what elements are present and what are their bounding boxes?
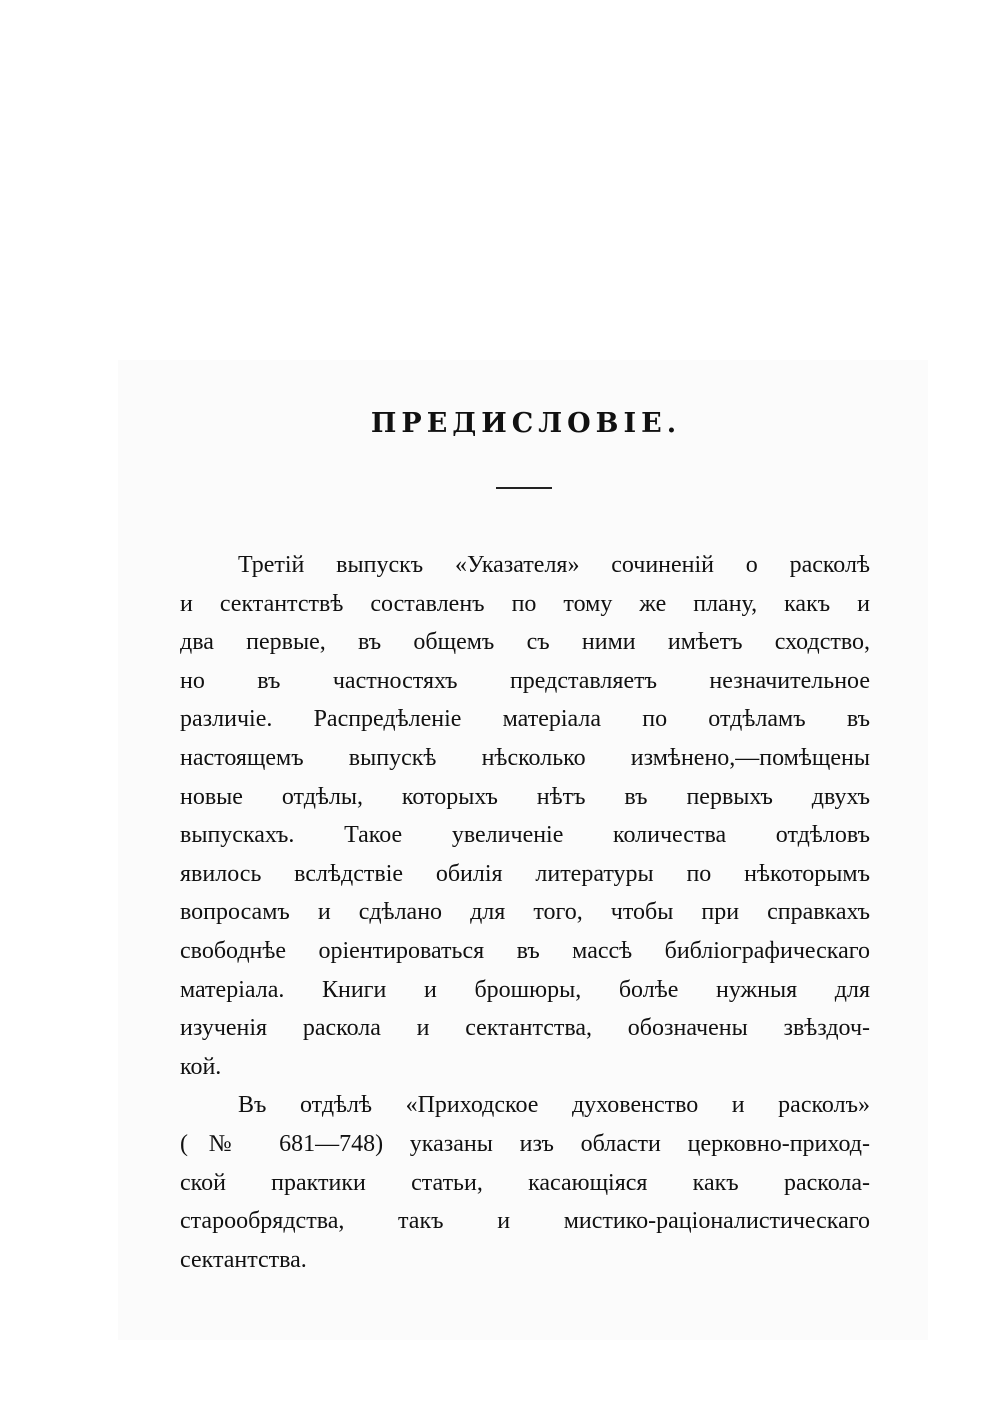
paragraph-2-line: Въ отдѣлѣ «Приходское духовенство и расколъ» [238, 1092, 870, 1119]
paragraph-1-line: изученія раскола и сектантства, обозначены звѣздоч- [180, 1015, 870, 1042]
paragraph-1-line: свободнѣе оріентироваться въ массѣ библіографическаго [180, 937, 870, 964]
paragraph-2-line: (№ 681—748) указаны изъ области церковно-приход- [180, 1130, 870, 1157]
preface-body [180, 546, 870, 1279]
paragraph-1-line: кой. [180, 1053, 222, 1080]
paragraph-1-line: новые отдѣлы, которыхъ нѣтъ въ первыхъ двухъ [180, 783, 870, 810]
paragraph-1-line: явилось вслѣдствіе обилія литературы по нѣкоторымъ [180, 860, 870, 887]
paragraph-1-line: матеріала. Книги и брошюры, болѣе нужныя для [180, 976, 870, 1003]
paragraph-1-line: но въ частностяхъ представляетъ незначительное [180, 667, 870, 694]
paragraph-1-line: Третій выпускъ «Указателя» сочиненій о расколѣ [238, 552, 870, 578]
paragraph-1-line: выпускахъ. Такое увеличеніе количества отдѣловъ [180, 822, 870, 849]
paragraph-2-line: ской практики статьи, касающіяся какъ раскола- [180, 1169, 870, 1196]
paragraph-1-line: вопросамъ и сдѣлано для того, чтобы при справкахъ [180, 899, 870, 926]
paragraph-1-line: различіе. Распредѣленіе матеріала по отдѣламъ въ [180, 706, 870, 733]
paragraph-2-line: старообрядства, такъ и мистико-раціоналистическаго [180, 1208, 870, 1235]
title-divider [496, 487, 552, 489]
page-title: ПРЕДИСЛОВІЕ. [370, 408, 682, 439]
paragraph-1-line: и сектантствѣ составленъ по тому же плану, какъ и [180, 590, 870, 617]
paragraph-1-line: настоящемъ выпускѣ нѣсколько измѣнено,—помѣщены [180, 744, 870, 771]
paragraph-1-line: два первые, въ общемъ съ ними имѣетъ сходство, [180, 629, 870, 656]
paragraph-2-line: сектантства. [180, 1246, 307, 1273]
